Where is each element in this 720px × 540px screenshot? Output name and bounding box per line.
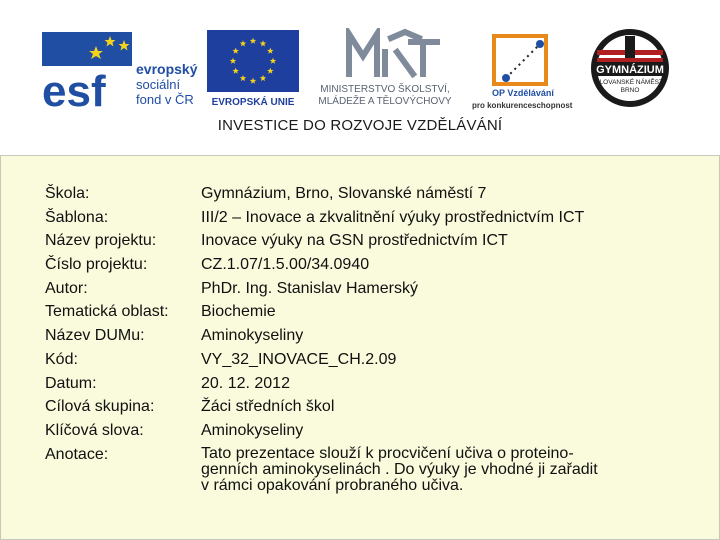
gymnazium-line1: SLOVANSKÉ NÁMĚSTÍ [595,79,665,86]
op-line1: OP Vzdělávání [492,88,554,98]
info-value: III/2 – Inovace a zkvalitnění výuky prostřednictvím ICT [201,209,585,226]
anotace-line: genních aminokyselinách . Do výuky je vhodné ji zařadit [201,461,598,478]
info-value: Žáci středních škol [201,398,335,415]
gymnazium-line2: BRNO [620,87,640,94]
info-value: VY_32_INOVACE_CH.2.09 [201,351,397,368]
investice-slogan: INVESTICE DO ROZVOJE VZDĚLÁVÁNÍ [217,117,503,134]
info-label: Klíčová slova: [45,422,144,439]
info-label: Anotace: [45,446,109,463]
gymnazium-title: GYMNÁZIUM [596,64,664,76]
logo-bar [0,0,720,155]
info-label: Autor: [45,280,88,297]
info-label: Cílová skupina: [45,398,155,415]
info-value: Inovace výuky na GSN prostřednictvím ICT [201,232,508,249]
info-value: PhDr. Ing. Stanislav Hamerský [201,280,418,297]
msmt-line1: MINISTERSTVO ŠKOLSTVÍ, [320,84,450,95]
eu-flag-logo [207,30,299,110]
op-line2: pro konkurenceschopnost [472,101,573,110]
anotace-text [201,446,671,494]
esf-line1: evropský [136,61,198,77]
info-label: Název projektu: [45,232,157,249]
info-value: Aminokyseliny [201,422,304,439]
info-label: Kód: [45,351,78,368]
gymnazium-logo [585,28,675,108]
info-value: 20. 12. 2012 [201,375,290,392]
info-value: Gymnázium, Brno, Slovanské náměstí 7 [201,185,487,202]
esf-line2: sociální [136,77,181,92]
info-label: Číslo projektu: [45,256,148,273]
msmt-line2: MLÁDEŽE A TĚLOVÝCHOVY [318,96,452,107]
info-label: Šablona: [45,209,109,226]
info-value: Aminokyseliny [201,327,304,344]
info-value: CZ.1.07/1.5.00/34.0940 [201,256,370,273]
anotace-line: Tato prezentace slouží k procvičení učiva o proteino- [201,445,574,462]
info-label: Datum: [45,375,97,392]
msmt-logo [305,28,465,113]
info-label: Tematická oblast: [45,303,169,320]
esf-letters: esf [42,67,106,110]
info-label: Název DUMu: [45,327,145,344]
anotace-line: v rámci opakování probraného učiva. [201,477,464,494]
info-panel [0,155,720,540]
esf-line3: fond v ČR [136,92,194,107]
info-value: Biochemie [201,303,276,320]
info-label: Škola: [45,185,90,202]
esf-logo [40,30,198,110]
eu-label: EVROPSKÁ UNIE [211,97,295,108]
op-vzdelavani-logo [470,30,575,112]
